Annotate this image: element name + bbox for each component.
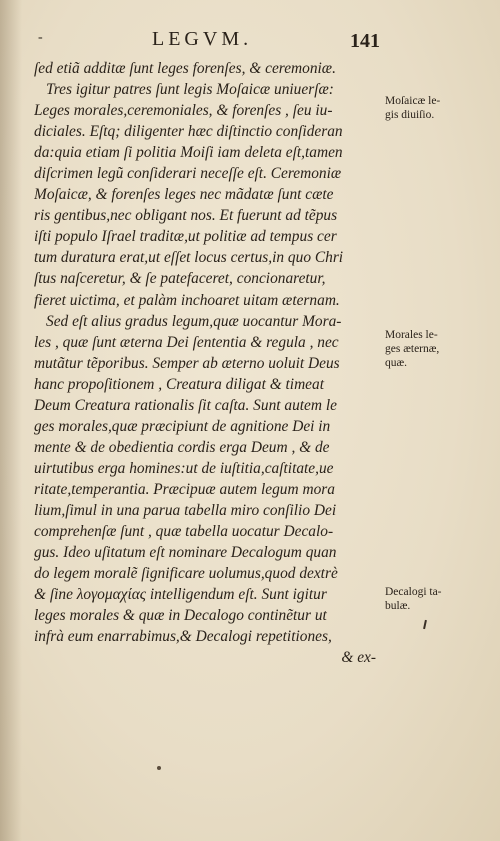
text-line: comprehenſæ ſunt , quæ tabella uocatur Decalo- [34, 523, 334, 541]
text-line: Leges morales,ceremoniales, & forenſes , ſeu iu- [34, 102, 333, 120]
margin-note-line: quæ. [385, 357, 408, 369]
text-line: ritate,temperantia. Præcipuæ autem legum mora [34, 480, 335, 498]
text-line: do legem moralẽ ſignificare uolumus,quod dextrè [34, 565, 338, 583]
text-line: & ſine λογομαχίας intelligendum eſt. Sunt igitur [34, 586, 327, 604]
text-line: gus. Ideo uſitatum eſt nominare Decalogum quan [34, 544, 337, 562]
running-head: LEGVM. [152, 28, 253, 50]
text-line: ſtus naſceretur, & ſe patefaceret, concionaretur, [34, 270, 326, 288]
ink-mark [423, 620, 427, 629]
text-line: mutãtur tẽporibus. Semper ab æterno uoluit Deus [34, 354, 340, 372]
text-line: ris gentibus,nec obligant nos. Et fuerunt ad tẽpus [34, 207, 338, 225]
margin-note-line: gis diuiſio. [385, 109, 435, 121]
text-line: tum duratura erat,ut eſſet locus certus,in quo Chri [34, 249, 344, 267]
margin-note-moral-laws [385, 328, 495, 370]
text-line: hanc propoſitionem , Creatura diligat & timeat [34, 375, 324, 393]
text-line: iſti populo Iſrael traditæ,ut politiæ ad tempus cer [34, 228, 337, 246]
text-line: fieret uictima, et palàm inchoaret uitam æternam. [34, 291, 340, 309]
text-line: leges morales & quæ in Decalogo continẽtur ut [34, 607, 327, 625]
text-line: mente & de obedientia cordis erga Deum , & de [34, 438, 330, 456]
text-line: Tres igitur patres ſunt legis Moſaicæ uniuerſæ: [46, 81, 334, 99]
text-line: infrà eum enarrabimus,& Decalogi repetitiones, [34, 628, 332, 646]
text-line: les , quæ ſunt æterna Dei ſententia & regula , nec [34, 333, 339, 351]
ink-spot [157, 766, 161, 770]
main-text-block [34, 58, 382, 668]
margin-note-line: bulæ. [385, 600, 411, 612]
margin-note-line: Decalogi ta- [385, 586, 442, 598]
margin-note-mosaic-division [385, 94, 495, 122]
margin-note-line: ges æternæ, [385, 343, 440, 355]
header-dash: - [38, 30, 43, 45]
margin-note-line: Morales le- [385, 329, 438, 341]
text-line: diciales. Eſtq; diligenter hæc diſtinctio conſideran [34, 123, 343, 141]
margin-note-line: Moſaicæ le- [385, 95, 441, 107]
text-line: lium,ſimul in una parua tabella miro conſilio Dei [34, 501, 337, 519]
page-number: 141 [350, 30, 380, 52]
catchword: & ex- [341, 649, 376, 667]
text-line: uirtutibus erga homines:ut de iuſtitia,caſtitate,ue [34, 459, 334, 477]
text-line: diſcrimen legũ conſiderari neceſſe eſt. Ceremoniæ [34, 165, 342, 183]
margin-note-decalogue-tables [385, 585, 495, 613]
text-line: da:quia etiam ſi politia Moiſi iam deleta eſt,tamen [34, 144, 343, 162]
text-line: ſed etiã additæ ſunt leges forenſes, & ceremoniæ. [34, 60, 336, 77]
text-line: Moſaicæ, & forenſes leges nec mãdatæ ſunt cæte [34, 186, 334, 204]
text-line: Sed eſt alius gradus legum,quæ uocantur Mora- [46, 312, 342, 330]
text-line: ges morales,quæ præcipiunt de agnitione Dei in [34, 417, 331, 435]
text-line: Deum Creatura rationalis ſit caſta. Sunt autem le [34, 396, 337, 414]
